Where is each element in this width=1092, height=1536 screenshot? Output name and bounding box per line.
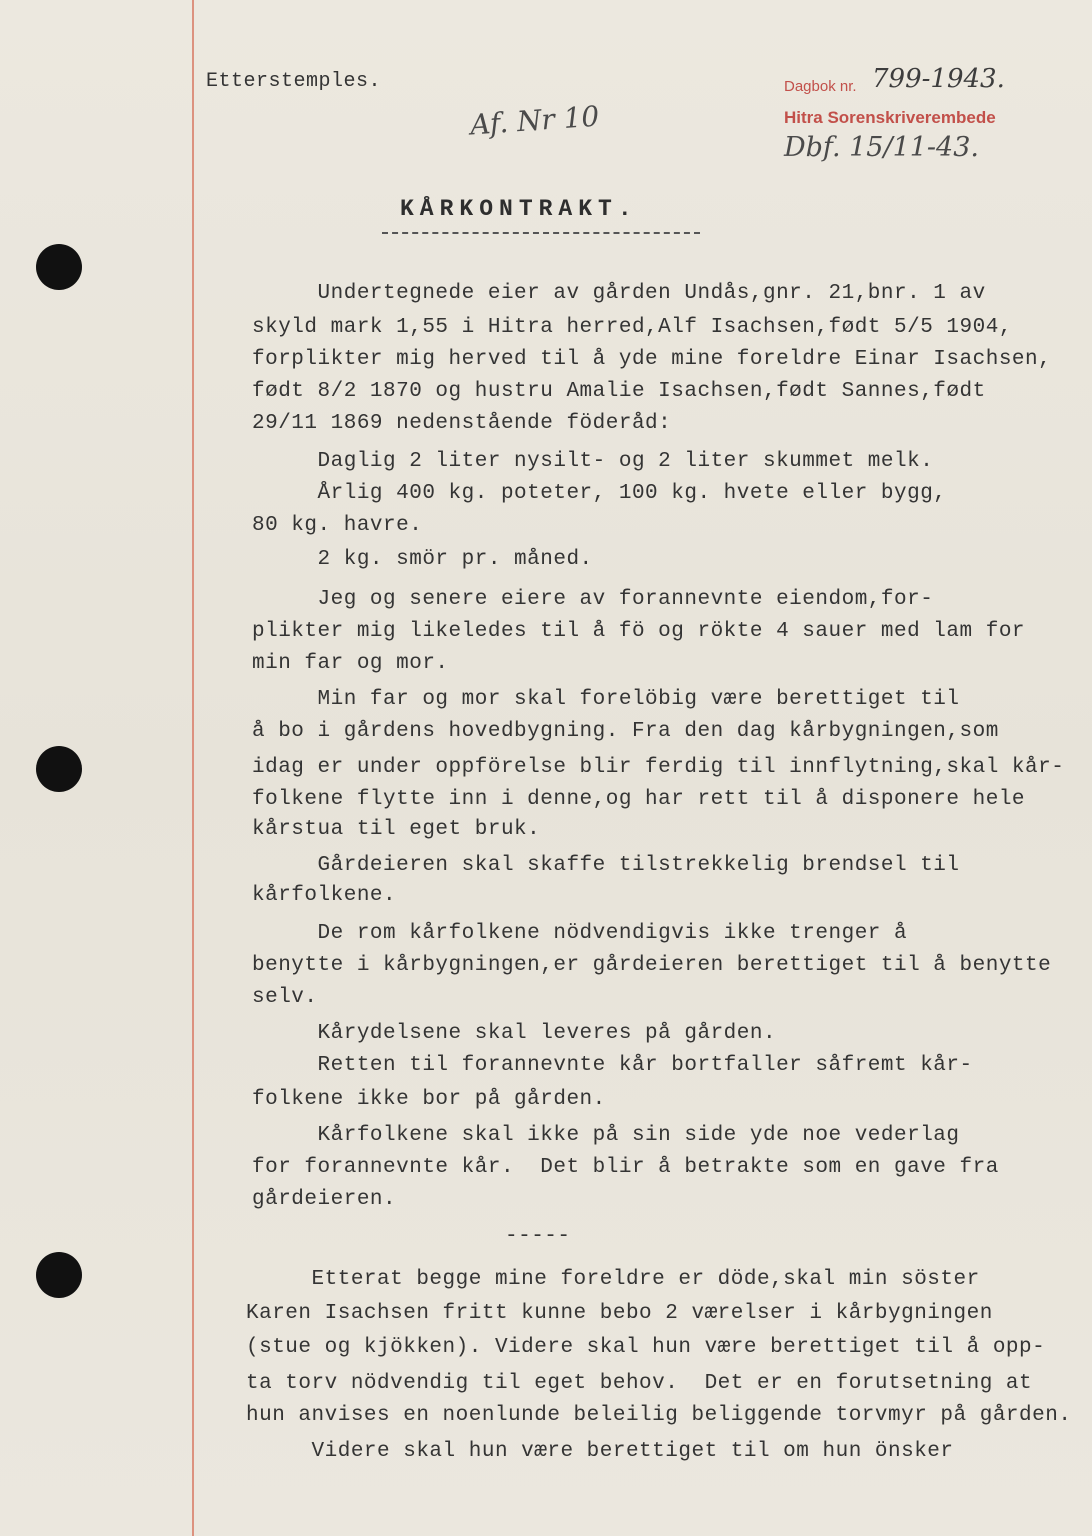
contract-line: Jeg og senere eiere av forannevnte eiendom,for- <box>252 588 934 611</box>
contract-line: kårfolkene. <box>252 884 397 907</box>
contract-line: gårdeieren. <box>252 1188 397 1211</box>
contract-line: selv. <box>252 986 318 1009</box>
document-title: KÅRKONTRAKT. <box>400 196 638 222</box>
contract-line: Kårydelsene skal leveres på gården. <box>252 1022 777 1045</box>
contract-line: 2 kg. smör pr. måned. <box>252 548 593 571</box>
stamp-registration-date: Dbf. 15/11-43. <box>784 132 979 163</box>
contract-line: De rom kårfolkene nödvendigvis ikke trenger å <box>252 922 908 945</box>
contract-line: Etterat begge mine foreldre er döde,skal min söster <box>246 1268 980 1291</box>
margin-line <box>192 0 194 1536</box>
contract-line: Kårfolkene skal ikke på sin side yde noe vederlag <box>252 1124 960 1147</box>
title-underline <box>382 232 700 234</box>
contract-line: 29/11 1869 nedenstående föderåd: <box>252 412 672 435</box>
contract-line: Gårdeieren skal skaffe tilstrekkelig brendsel til <box>252 854 960 877</box>
contract-line: benytte i kårbygningen,er gårdeieren berettiget til å benytte <box>252 954 1052 977</box>
punch-hole-middle <box>36 746 82 792</box>
etterstemples-note: Etterstemples. <box>206 70 382 93</box>
contract-line: Daglig 2 liter nysilt- og 2 liter skummet melk. <box>252 450 934 473</box>
contract-line: Min far og mor skal forelöbig være berettiget til <box>252 688 960 711</box>
contract-line: skyld mark 1,55 i Hitra herred,Alf Isachsen,født 5/5 1904, <box>252 316 1012 339</box>
contract-line: for forannevnte kår. Det blir å betrakte som en gave fra <box>252 1156 999 1179</box>
contract-line: kårstua til eget bruk. <box>252 818 541 841</box>
contract-line: Årlig 400 kg. poteter, 100 kg. hvete eller bygg, <box>252 482 947 505</box>
stamp-dagbok-label: Dagbok nr. <box>784 78 857 95</box>
contract-line: å bo i gårdens hovedbygning. Fra den dag kårbygningen,som <box>252 720 999 743</box>
contract-line: Retten til forannevnte kår bortfaller såfremt kår- <box>252 1054 973 1077</box>
contract-line: folkene flytte inn i denne,og har rett til å disponere hele <box>252 788 1026 811</box>
contract-line: født 8/2 1870 og hustru Amalie Isachsen,født Sannes,født <box>252 380 986 403</box>
punch-hole-bottom <box>36 1252 82 1298</box>
punch-hole-top <box>36 244 82 290</box>
contract-line: min far og mor. <box>252 652 449 675</box>
contract-line: plikter mig likeledes til å fö og rökte 4 sauer med lam for <box>252 620 1026 643</box>
contract-line: forplikter mig herved til å yde mine foreldre Einar Isachsen, <box>252 348 1052 371</box>
contract-line: Karen Isachsen fritt kunne bebo 2 værelser i kårbygningen <box>246 1302 993 1325</box>
section-separator: ----- <box>505 1225 571 1248</box>
contract-line: folkene ikke bor på gården. <box>252 1088 606 1111</box>
stamp-office-name: Hitra Sorenskriverembede <box>784 108 996 127</box>
contract-line: Undertegnede eier av gården Undås,gnr. 21,bnr. 1 av <box>252 282 986 305</box>
contract-line: ta torv nödvendig til eget behov. Det er en forutsetning at <box>246 1372 1033 1395</box>
contract-line: 80 kg. havre. <box>252 514 423 537</box>
contract-line: (stue og kjökken). Videre skal hun være berettiget til å opp- <box>246 1336 1046 1359</box>
stamp-dagbok-number: 799-1943. <box>872 64 1005 94</box>
contract-line: Videre skal hun være berettiget til om hun önsker <box>246 1440 954 1463</box>
contract-line: idag er under oppförelse blir ferdig til innflytning,skal kår- <box>252 756 1065 779</box>
handwritten-reference: Af. Nr 10 <box>469 99 601 142</box>
contract-line: hun anvises en noenlunde beleilig beliggende torvmyr på gården. <box>246 1404 1072 1427</box>
